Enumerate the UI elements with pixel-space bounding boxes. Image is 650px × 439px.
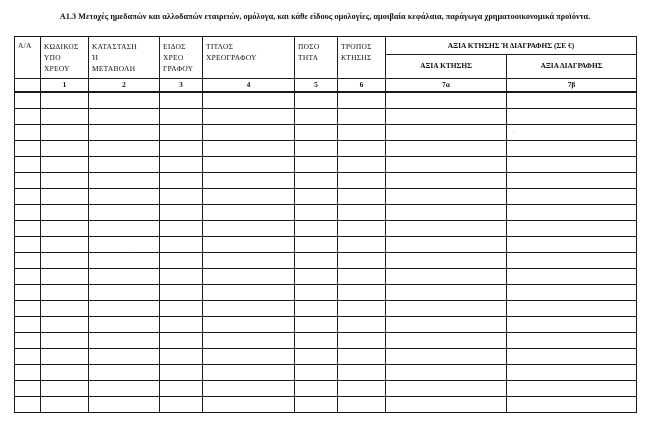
table-cell [295,237,338,253]
table-cell [507,189,637,205]
table-cell [203,92,295,109]
table-cell [338,397,386,413]
table-cell [160,237,203,253]
col-number-7b: 7β [507,79,637,93]
table-cell [203,189,295,205]
table-cell [338,205,386,221]
table-cell [41,381,89,397]
table-cell [15,205,41,221]
table-cell [89,173,160,189]
table-cell [15,269,41,285]
table-cell [507,333,637,349]
table-row [15,221,637,237]
table-cell [295,125,338,141]
table-row [15,189,637,205]
table-cell [338,109,386,125]
col-number-5: 5 [295,79,338,93]
table-cell [89,141,160,157]
table-cell [15,157,41,173]
table-cell [160,173,203,189]
table-cell [295,189,338,205]
table-cell [338,365,386,381]
col-number-7a: 7α [386,79,507,93]
col-number-4: 4 [203,79,295,93]
col-number-3: 3 [160,79,203,93]
table-cell [507,269,637,285]
table-row [15,397,637,413]
scan-speck: · [513,130,515,136]
table-row [15,173,637,189]
table-cell [160,205,203,221]
table-row [15,333,637,349]
table-cell [386,349,507,365]
table-cell [160,317,203,333]
table-cell [338,237,386,253]
table-cell [15,237,41,253]
table-cell [41,109,89,125]
table-cell [203,285,295,301]
table-cell [41,189,89,205]
table-row [15,285,637,301]
table-row [15,237,637,253]
table-cell [507,285,637,301]
table-cell [338,333,386,349]
table-cell [160,92,203,109]
table-cell [338,189,386,205]
table-cell [41,269,89,285]
col-number-aa [15,79,41,93]
table-cell [295,173,338,189]
table-cell [89,365,160,381]
table-cell [160,397,203,413]
col-header-status: ΚΑΤΑΣΤΑΣΗ Ή ΜΕΤΑΒΟΛΗ [89,37,160,79]
col-header-aa: Α/Α [15,37,41,79]
table-cell [507,125,637,141]
table-cell [295,92,338,109]
table-cell [89,125,160,141]
table-cell [295,205,338,221]
table-cell [41,285,89,301]
table-cell [295,301,338,317]
table-cell [160,269,203,285]
table-cell [338,301,386,317]
table-row [15,141,637,157]
table-row [15,253,637,269]
value-group-header: ΑΞΙΑ ΚΤΗΣΗΣ Ή ΔΙΑΓΡΑΦΗΣ (ΣΕ €) [386,37,637,55]
table-cell [41,157,89,173]
table-cell [203,333,295,349]
table-cell [203,365,295,381]
table-cell [507,157,637,173]
table-cell [41,125,89,141]
table-cell [15,109,41,125]
table-cell [41,237,89,253]
table-cell [41,317,89,333]
table-cell [89,301,160,317]
table-cell [338,92,386,109]
table-cell [386,237,507,253]
table-cell [160,141,203,157]
table-cell [507,365,637,381]
table-cell [386,301,507,317]
table-row [15,365,637,381]
table-cell [89,253,160,269]
table-cell [15,173,41,189]
table-cell [295,365,338,381]
table-cell [15,381,41,397]
table-cell [203,381,295,397]
table-cell [160,109,203,125]
table-cell [15,221,41,237]
form-title: Α1.3 Μετοχές ημεδαπών και αλλοδαπών εταιρειών, ομόλογα, και κάθε είδους ομολογίες, αμοιβαία κεφάλαια, παράγωγα χρηματοοικονομικά προϊόντα. [59,12,591,21]
table-row [15,92,637,109]
table-cell [41,92,89,109]
table-cell [203,253,295,269]
table-cell [41,397,89,413]
table-cell [338,285,386,301]
table-cell [15,285,41,301]
table-cell [160,381,203,397]
table-cell [386,205,507,221]
table-cell [89,189,160,205]
column-number-row [15,79,637,93]
table-cell [386,189,507,205]
table-cell [203,141,295,157]
table-cell [507,301,637,317]
table-cell [160,349,203,365]
table-cell [15,253,41,269]
table-cell [507,92,637,109]
table-cell [89,381,160,397]
table-cell [507,141,637,157]
table-cell [338,349,386,365]
table-cell [15,301,41,317]
table-cell [89,269,160,285]
col-header-acquisition-method: ΤΡΟΠΟΣ ΚΤΗΣΗΣ [338,37,386,79]
table-cell [203,109,295,125]
table-cell [160,125,203,141]
table-cell [89,285,160,301]
table-cell [507,397,637,413]
col-number-1: 1 [41,79,89,93]
table-cell [386,173,507,189]
table-cell [41,173,89,189]
table-cell [386,125,507,141]
table-cell [160,189,203,205]
table-cell [507,381,637,397]
table-cell [295,333,338,349]
table-cell [338,253,386,269]
table-row [15,381,637,397]
table-cell [41,365,89,381]
table-cell [507,205,637,221]
table-cell [41,301,89,317]
col-header-quantity: ΠΟΣΟ ΤΗΤΑ [295,37,338,79]
table-cell [160,221,203,237]
scan-speck: · [128,250,130,256]
table-cell [89,237,160,253]
table-cell [295,269,338,285]
table-cell [338,157,386,173]
table-cell [507,109,637,125]
table-cell [507,349,637,365]
table-cell [295,317,338,333]
table-cell [15,317,41,333]
table-cell [338,173,386,189]
table-cell [89,397,160,413]
table-cell [15,333,41,349]
table-cell [41,205,89,221]
col-number-6: 6 [338,79,386,93]
table-row [15,109,637,125]
table-cell [203,237,295,253]
table-cell [386,285,507,301]
table-row [15,349,637,365]
table-cell [89,92,160,109]
table-cell [89,349,160,365]
table-cell [89,109,160,125]
table-cell [41,349,89,365]
table-cell [295,253,338,269]
table-cell [160,157,203,173]
table-cell [386,157,507,173]
table-cell [295,109,338,125]
table-cell [203,173,295,189]
table-cell [41,253,89,269]
table-cell [89,157,160,173]
table-cell [160,301,203,317]
table-cell [89,221,160,237]
table-cell [295,381,338,397]
table-cell [295,285,338,301]
col-number-2: 2 [89,79,160,93]
table-cell [507,317,637,333]
table-cell [89,333,160,349]
table-cell [338,221,386,237]
table-cell [386,92,507,109]
table-cell [338,269,386,285]
table-cell [386,221,507,237]
table-cell [386,269,507,285]
table-cell [15,141,41,157]
table-cell [386,317,507,333]
table-cell [203,269,295,285]
table-cell [203,205,295,221]
table-cell [386,381,507,397]
data-rows [15,92,637,413]
table-cell [41,221,89,237]
table-cell [507,253,637,269]
table-cell [507,237,637,253]
table-cell [386,333,507,349]
table-cell [15,92,41,109]
table-cell [203,317,295,333]
table-cell [386,141,507,157]
table-cell [89,205,160,221]
table-cell [15,125,41,141]
table-cell [338,125,386,141]
table-cell [295,397,338,413]
table-row [15,205,637,221]
table-row [15,301,637,317]
table-cell [15,397,41,413]
table-cell [203,349,295,365]
table-cell [295,349,338,365]
table-cell [41,141,89,157]
table-cell [386,365,507,381]
table-cell [338,141,386,157]
table-cell [386,109,507,125]
table-cell [203,301,295,317]
table-cell [203,157,295,173]
table-cell [15,349,41,365]
table-row [15,125,637,141]
table-cell [295,157,338,173]
table-cell [507,221,637,237]
table-row [15,269,637,285]
table-cell [41,333,89,349]
table-row [15,317,637,333]
table-cell [89,317,160,333]
col-header-acquisition-value: ΑΞΙΑ ΚΤΗΣΗΣ [386,55,507,79]
securities-table [14,36,637,413]
table-cell [507,173,637,189]
table-cell [160,333,203,349]
table-cell [386,397,507,413]
col-header-disposal-value: ΑΞΙΑ ΔΙΑΓΡΑΦΗΣ [507,55,637,79]
col-header-security-type: ΕΙΔΟΣ ΧΡΕΟ ΓΡΑΦΟΥ [160,37,203,79]
table-cell [160,285,203,301]
table-cell [203,397,295,413]
table-cell [160,365,203,381]
table-cell [15,365,41,381]
table-cell [295,141,338,157]
table-cell [338,381,386,397]
table-cell [203,221,295,237]
col-header-security-title: ΤΙΤΛΟΣ ΧΡΕΟΓΡΑΦΟΥ [203,37,295,79]
table-cell [203,125,295,141]
table-cell [295,221,338,237]
table-cell [386,253,507,269]
table-cell [160,253,203,269]
table-cell [338,317,386,333]
table-cell [15,189,41,205]
table-row [15,157,637,173]
col-header-code: ΚΩΔΙΚΟΣ ΥΠΟ ΧΡΕΟΥ [41,37,89,79]
